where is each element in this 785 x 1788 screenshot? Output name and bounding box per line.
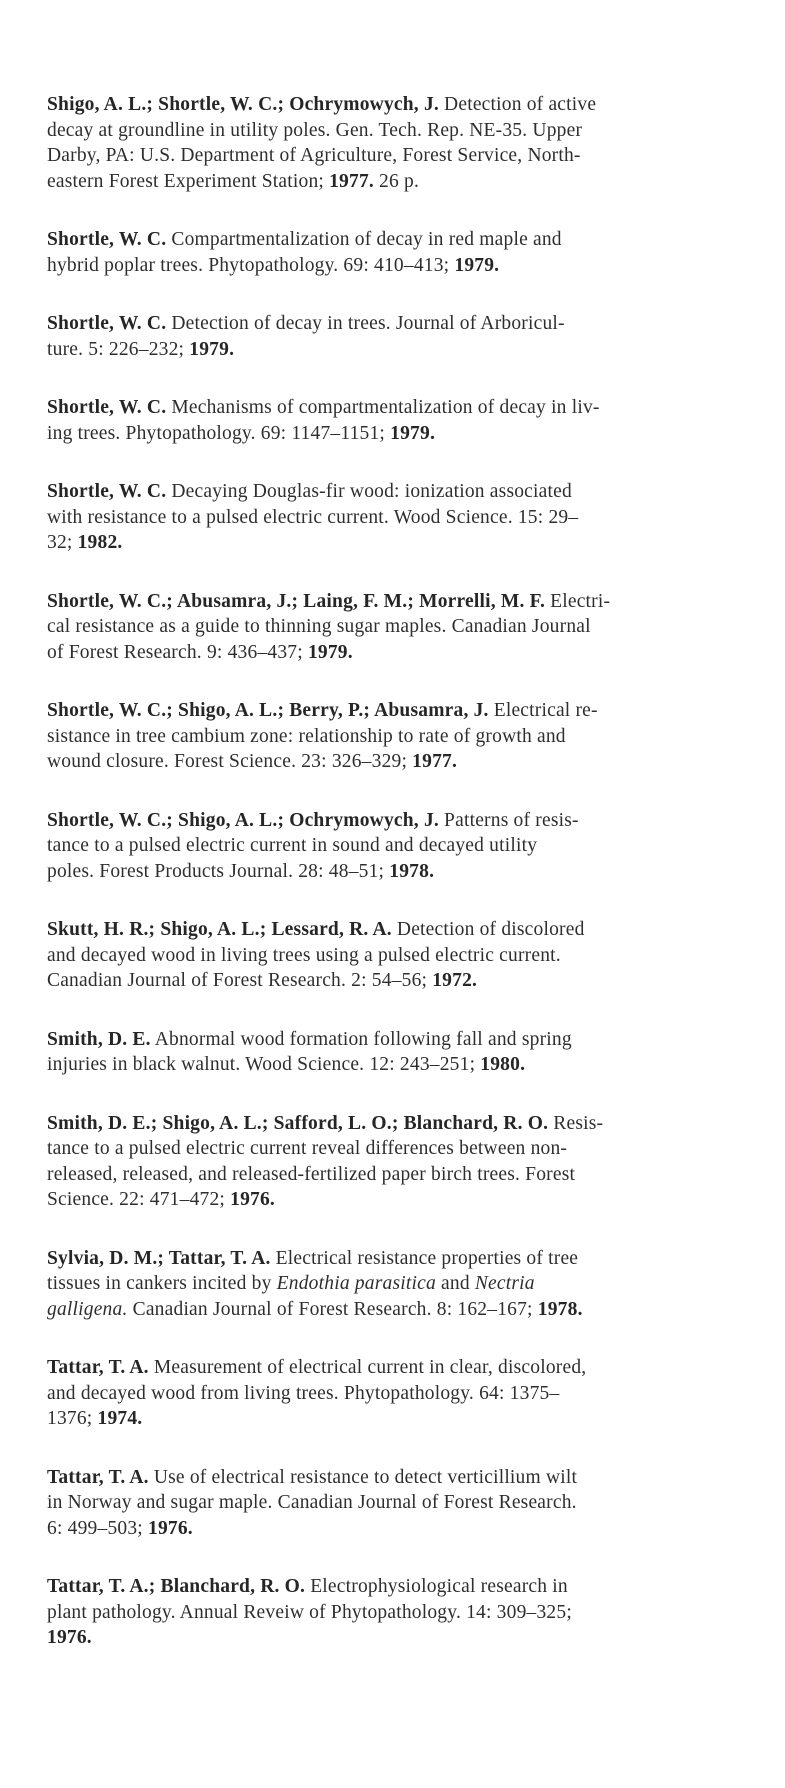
reference-bold-text: 1979. [189, 338, 235, 360]
reference-bold-text: Tattar, T. A.; Blanchard, R. O. [47, 1576, 306, 1597]
reference-line [47, 1052, 747, 1078]
reference-text: hybrid poplar trees. Phytopathology. 69: 410–413; [47, 254, 455, 276]
reference-list [47, 92, 747, 1684]
reference-line [47, 395, 747, 421]
reference-text: Canadian Journal of Forest Research. 8: 162–167; [127, 1298, 538, 1320]
reference-line [47, 1246, 747, 1272]
reference-line [47, 640, 747, 666]
reference-line [47, 479, 747, 505]
reference-text: 26 p. [373, 170, 420, 192]
reference-text: Canadian Journal of Forest Research. 2: 54–56; [47, 970, 433, 991]
reference-entry [47, 227, 747, 278]
reference-bold-text: Shortle, W. C. [47, 229, 167, 250]
reference-line [47, 833, 747, 859]
reference-bold-text: 1979. [307, 641, 353, 663]
reference-line [47, 1490, 747, 1516]
reference-text: Decaying Douglas-fir wood: ionization associated [166, 481, 572, 502]
reference-line [47, 749, 747, 775]
reference-line [47, 1297, 747, 1323]
reference-line [47, 1111, 747, 1137]
reference-line [47, 143, 747, 169]
reference-bold-text: Tattar, T. A. [47, 1466, 149, 1488]
reference-line [47, 698, 747, 724]
reference-line [47, 1516, 747, 1542]
reference-bold-text: 1979. [390, 422, 436, 444]
reference-text: and [435, 1273, 475, 1294]
reference-italic-text: Endothia parasitica [276, 1273, 436, 1294]
reference-line [47, 337, 747, 363]
reference-text: poles. Forest Products Journal. 28: 48–51; [47, 860, 390, 882]
reference-line [47, 227, 747, 253]
reference-entry [47, 311, 747, 362]
reference-bold-text: Tattar, T. A. [47, 1357, 149, 1378]
reference-text: in Norway and sugar maple. Canadian Journal of Forest Research. [47, 1492, 577, 1513]
reference-entry [47, 1027, 747, 1078]
reference-text: sistance in tree cambium zone: relationship to rate of growth and [47, 725, 566, 747]
reference-bold-text: Shortle, W. C. [47, 313, 167, 334]
reference-text: Use of electrical resistance to detect verticillium wilt [148, 1466, 578, 1488]
reference-text: wound closure. Forest Science. 23: 326–329; [47, 751, 413, 772]
reference-line [47, 943, 747, 969]
reference-entry [47, 1246, 747, 1323]
reference-bold-text: 1974. [97, 1408, 143, 1429]
reference-line [47, 530, 747, 556]
reference-bold-text: 1980. [480, 1054, 526, 1075]
reference-bold-text: Shortle, W. C.; Abusamra, J.; Laing, F. M.; Morrelli, M. F. [47, 590, 546, 612]
reference-line [47, 1381, 747, 1407]
reference-entry [47, 395, 747, 446]
reference-entry [47, 1355, 747, 1432]
reference-text: Compartmentalization of decay in red maple and [166, 229, 562, 250]
reference-text: cal resistance as a guide to thinning sugar maples. Canadian Journal [47, 616, 591, 637]
reference-text: tance to a pulsed electric current in sound and decayed utility [47, 835, 538, 856]
reference-bold-text: Sylvia, D. M.; Tattar, T. A. [47, 1247, 271, 1269]
reference-line [47, 917, 747, 943]
reference-bold-text: 1977. [412, 751, 458, 772]
reference-line [47, 169, 747, 195]
reference-entry [47, 1465, 747, 1542]
reference-bold-text: Skutt, H. R.; Shigo, A. L.; Lessard, R. A. [47, 919, 392, 940]
reference-line [47, 1027, 747, 1053]
reference-text: Electri- [545, 590, 611, 612]
reference-entry [47, 698, 747, 775]
reference-text: and decayed wood from living trees. Phytopathology. 64: 1375– [47, 1382, 560, 1404]
reference-line [47, 614, 747, 640]
reference-entry [47, 1111, 747, 1213]
reference-bold-text: Shortle, W. C.; Shigo, A. L.; Ochrymowych, J. [47, 809, 439, 831]
reference-line [47, 968, 747, 994]
reference-text: Measurement of electrical current in clear, discolored, [148, 1357, 587, 1378]
reference-line [47, 1187, 747, 1213]
reference-text: with resistance to a pulsed electric current. Wood Science. 15: 29– [47, 506, 579, 528]
reference-text: Abnormal wood formation following fall and spring [150, 1028, 572, 1050]
reference-bold-text: Shortle, W. C. [47, 481, 167, 502]
reference-text: ture. 5: 226–232; [47, 338, 190, 360]
reference-line [47, 1465, 747, 1491]
reference-line [47, 1162, 747, 1188]
reference-bold-text: Shigo, A. L.; Shortle, W. C.; Ochrymowych, J. [47, 94, 439, 115]
reference-text: decay at groundline in utility poles. Gen. Tech. Rep. NE-35. Upper [47, 119, 583, 141]
reference-text: Detection of active [438, 94, 597, 115]
reference-line [47, 589, 747, 615]
reference-line [47, 724, 747, 750]
reference-entry [47, 479, 747, 556]
reference-italic-text: galligena. [47, 1298, 128, 1320]
reference-text: 1376; [47, 1408, 98, 1429]
reference-line [47, 505, 747, 531]
reference-text: Electrical re- [488, 700, 598, 721]
reference-text: plant pathology. Annual Reveiw of Phytopathology. 14: 309–325; [47, 1601, 572, 1623]
reference-entry [47, 92, 747, 194]
reference-text: 32; [47, 532, 78, 553]
reference-line [47, 1271, 747, 1297]
reference-bold-text: Shortle, W. C. [47, 397, 167, 418]
reference-italic-text: Nectria [474, 1273, 535, 1294]
reference-line [47, 1574, 747, 1600]
reference-bold-text: 1978. [389, 860, 435, 882]
reference-line [47, 859, 747, 885]
reference-text: injuries in black walnut. Wood Science. 12: 243–251; [47, 1054, 481, 1075]
reference-line [47, 1136, 747, 1162]
reference-text: 6: 499–503; [47, 1517, 148, 1539]
reference-bold-text: 1976. [47, 1627, 92, 1648]
reference-text: Resis- [548, 1112, 604, 1134]
reference-text: Patterns of resis- [438, 809, 579, 831]
reference-bold-text: 1972. [432, 970, 478, 991]
reference-text: Science. 22: 471–472; [47, 1189, 231, 1210]
reference-bold-text: 1976. [230, 1189, 275, 1210]
reference-line [47, 118, 747, 144]
reference-text: Detection of discolored [391, 919, 585, 940]
reference-line [47, 92, 747, 118]
reference-line [47, 253, 747, 279]
reference-line [47, 808, 747, 834]
reference-text: Darby, PA: U.S. Department of Agriculture, Forest Service, North- [47, 145, 581, 166]
reference-text: tissues in cankers incited by [47, 1273, 277, 1294]
reference-text: tance to a pulsed electric current reveal differences between non- [47, 1138, 568, 1159]
reference-entry [47, 1574, 747, 1651]
reference-line [47, 311, 747, 337]
reference-line [47, 1406, 747, 1432]
reference-bold-text: 1976. [148, 1517, 193, 1539]
reference-bold-text: Smith, D. E.; Shigo, A. L.; Safford, L. O.; Blanchard, R. O. [47, 1112, 549, 1134]
reference-line [47, 1355, 747, 1381]
reference-line [47, 1625, 747, 1651]
reference-entry [47, 589, 747, 666]
reference-text: ing trees. Phytopathology. 69: 1147–1151; [47, 422, 391, 444]
reference-entry [47, 917, 747, 994]
reference-bold-text: 1977. [329, 170, 374, 192]
reference-bold-text: 1982. [77, 532, 123, 553]
reference-text: and decayed wood in living trees using a pulsed electric current. [47, 944, 561, 966]
reference-bold-text: Shortle, W. C.; Shigo, A. L.; Berry, P.; Abusamra, J. [47, 700, 489, 721]
reference-line [47, 1600, 747, 1626]
reference-line [47, 421, 747, 447]
reference-text: Mechanisms of compartmentalization of decay in liv- [166, 397, 600, 418]
reference-text: released, released, and released-fertilized paper birch trees. Forest [47, 1163, 576, 1185]
reference-entry [47, 808, 747, 885]
reference-text: Detection of decay in trees. Journal of Arboricul- [166, 313, 565, 334]
reference-bold-text: Smith, D. E. [47, 1028, 151, 1050]
reference-text: eastern Forest Experiment Station; [47, 170, 330, 192]
reference-bold-text: 1979. [454, 254, 500, 276]
reference-text: Electrical resistance properties of tree [270, 1247, 579, 1269]
reference-bold-text: 1978. [537, 1298, 583, 1320]
reference-text: Electrophysiological research in [305, 1576, 568, 1597]
reference-text: of Forest Research. 9: 436–437; [47, 641, 308, 663]
